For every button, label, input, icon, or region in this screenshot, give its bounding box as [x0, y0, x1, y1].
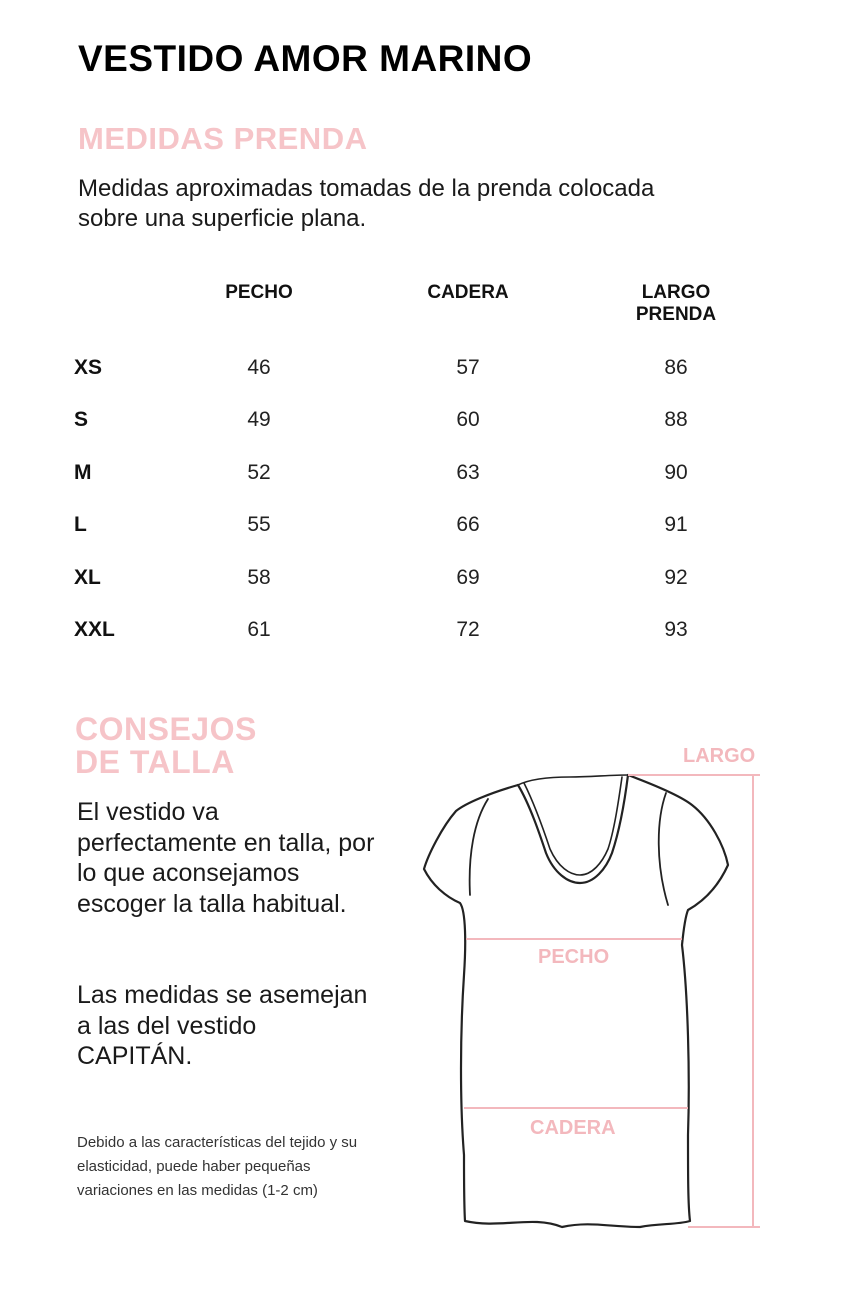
table-row	[0, 563, 856, 593]
header-largo-line2: PRENDA	[635, 304, 717, 325]
size-table	[0, 282, 856, 662]
header-pecho: PECHO	[225, 282, 293, 303]
pecho-value: 55	[247, 513, 271, 536]
largo-value: 88	[664, 408, 688, 431]
size-label: XXL	[74, 618, 115, 641]
largo-value: 90	[664, 461, 688, 484]
size-label: S	[74, 408, 89, 431]
pecho-value: 49	[247, 408, 271, 431]
size-label: M	[74, 461, 92, 484]
largo-value: 86	[664, 356, 688, 379]
table-row	[0, 510, 856, 540]
cadera-value: 57	[456, 356, 480, 379]
cadera-value: 60	[456, 408, 480, 431]
header-largo-line1: LARGO	[641, 282, 711, 303]
measurements-section-title: MEDIDAS PRENDA	[78, 121, 368, 156]
largo-value: 92	[664, 566, 688, 589]
dress-outline-icon	[420, 735, 776, 1235]
largo-value: 93	[664, 618, 688, 641]
pecho-value: 58	[247, 566, 271, 589]
advice-paragraph-reference: Las medidas se asemejan a las del vestido CAPITÁN.	[77, 981, 368, 1070]
page-title: VESTIDO AMOR MARINO	[78, 38, 533, 79]
advice-section-title	[75, 713, 257, 779]
table-row	[0, 353, 856, 383]
pecho-value: 61	[247, 618, 271, 641]
header-cadera: CADERA	[427, 282, 509, 303]
pecho-label: PECHO	[538, 946, 610, 968]
header-largo-prenda	[606, 282, 746, 326]
size-label: XS	[74, 356, 103, 379]
cadera-label: CADERA	[530, 1117, 616, 1139]
largo-label: LARGO	[683, 745, 756, 767]
cadera-value: 63	[456, 461, 480, 484]
pecho-value: 46	[247, 356, 271, 379]
dress-measurement-diagram	[420, 735, 776, 1235]
size-label: L	[74, 513, 87, 536]
table-row	[0, 458, 856, 488]
cadera-value: 69	[456, 566, 480, 589]
measurements-description: Medidas aproximadas tomadas de la prenda colocada sobre una superficie plana.	[78, 175, 655, 232]
variation-footnote: Debido a las características del tejido y su elasticidad, puede haber pequeñas variaciones en las medidas (1-2 cm)	[77, 1134, 358, 1199]
advice-title-line2: DE TALLA	[75, 744, 235, 780]
pecho-value: 52	[247, 461, 271, 484]
table-row	[0, 405, 856, 435]
cadera-value: 66	[456, 513, 480, 536]
size-label: XL	[74, 566, 101, 589]
advice-paragraph-fit: El vestido va perfectamente en talla, por lo que aconsejamos escoger la talla habitual.	[77, 798, 375, 918]
advice-title-line1: CONSEJOS	[75, 711, 257, 747]
largo-value: 91	[664, 513, 688, 536]
table-row	[0, 615, 856, 645]
cadera-value: 72	[456, 618, 480, 641]
